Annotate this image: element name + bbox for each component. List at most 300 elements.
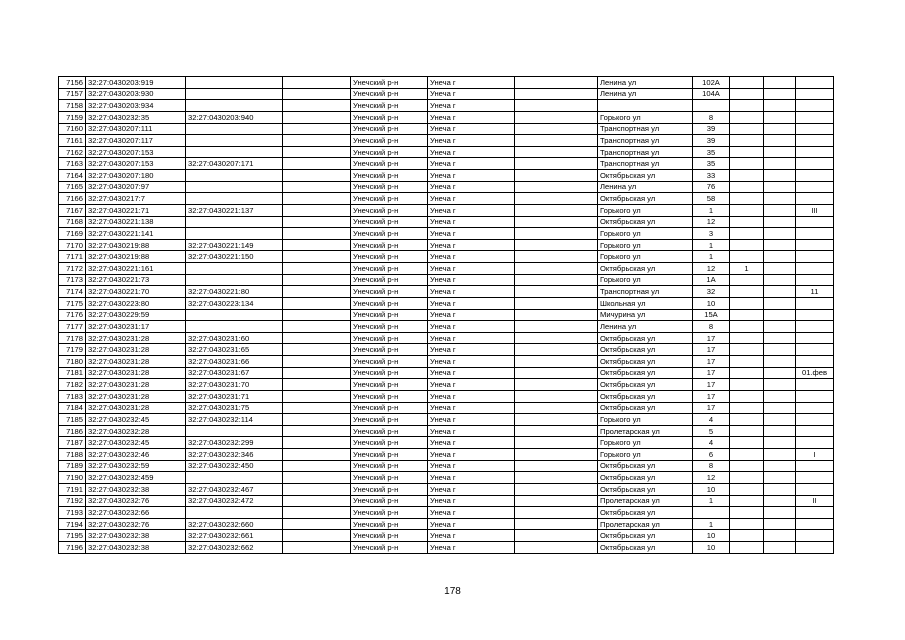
cell-empty-col-2: [515, 530, 598, 542]
cell-apartment: [764, 135, 796, 147]
cell-cadastral-number: 32:27:0430221:161: [86, 263, 186, 275]
cell-linked-cadastral-number: [186, 263, 283, 275]
cell-street: Ленина ул: [598, 181, 693, 193]
cell-linked-cadastral-number: [186, 425, 283, 437]
cell-extra: [796, 297, 834, 309]
cell-apartment: [764, 251, 796, 263]
cell-city: Унеча г: [428, 483, 515, 495]
table-row: [59, 332, 834, 344]
cell-building: [730, 146, 764, 158]
cell-linked-cadastral-number: 32:27:0430231:67: [186, 367, 283, 379]
cell-building: [730, 297, 764, 309]
cell-linked-cadastral-number: [186, 472, 283, 484]
table-row: [59, 274, 834, 286]
cell-apartment: [764, 414, 796, 426]
cell-district: Унечский р-н: [351, 367, 428, 379]
cell-row-number: 7156: [59, 77, 86, 89]
cell-house-number: 17: [693, 332, 730, 344]
cell-cadastral-number: 32:27:0430207:180: [86, 170, 186, 182]
cell-empty-col-2: [515, 483, 598, 495]
cell-apartment: [764, 263, 796, 275]
cell-district: Унечский р-н: [351, 263, 428, 275]
cell-street: Октябрьская ул: [598, 170, 693, 182]
cell-linked-cadastral-number: 32:27:0430221:80: [186, 286, 283, 298]
cell-linked-cadastral-number: [186, 123, 283, 135]
cell-cadastral-number: 32:27:0430221:138: [86, 216, 186, 228]
cell-district: Унечский р-н: [351, 530, 428, 542]
cell-linked-cadastral-number: 32:27:0430231:75: [186, 402, 283, 414]
cell-apartment: [764, 530, 796, 542]
cell-street: Транспортная ул: [598, 146, 693, 158]
cell-street: Горького ул: [598, 274, 693, 286]
cell-empty-col-2: [515, 286, 598, 298]
cell-empty-col-2: [515, 379, 598, 391]
cell-cadastral-number: 32:27:0430231:28: [86, 402, 186, 414]
table-row: [59, 181, 834, 193]
table-row: [59, 297, 834, 309]
table-row: [59, 286, 834, 298]
cell-empty-col: [283, 414, 351, 426]
table-body: [59, 77, 834, 554]
cell-row-number: 7168: [59, 216, 86, 228]
cell-apartment: [764, 483, 796, 495]
cell-empty-col-2: [515, 437, 598, 449]
cell-city: Унеча г: [428, 228, 515, 240]
cell-street: Пролетарская ул: [598, 425, 693, 437]
cell-house-number: 58: [693, 193, 730, 205]
cell-house-number: 12: [693, 472, 730, 484]
table-row: [59, 530, 834, 542]
cell-building: [730, 483, 764, 495]
cell-extra: [796, 414, 834, 426]
cell-street: Школьная ул: [598, 297, 693, 309]
cell-city: Унеча г: [428, 111, 515, 123]
cell-street: Октябрьская ул: [598, 530, 693, 542]
cell-row-number: 7164: [59, 170, 86, 182]
cell-house-number: 102А: [693, 77, 730, 89]
cell-street: Октябрьская ул: [598, 472, 693, 484]
cell-extra: [796, 332, 834, 344]
cell-empty-col: [283, 123, 351, 135]
cell-empty-col-2: [515, 425, 598, 437]
cell-street: Ленина ул: [598, 77, 693, 89]
cell-extra: [796, 77, 834, 89]
cell-house-number: 1: [693, 251, 730, 263]
cell-apartment: [764, 286, 796, 298]
cell-empty-col-2: [515, 135, 598, 147]
cell-cadastral-number: 32:27:0430203:930: [86, 88, 186, 100]
cell-cadastral-number: 32:27:0430219:88: [86, 251, 186, 263]
cell-linked-cadastral-number: 32:27:0430203:940: [186, 111, 283, 123]
cell-building: [730, 507, 764, 519]
cell-empty-col-2: [515, 390, 598, 402]
cell-house-number: 8: [693, 111, 730, 123]
cell-building: [730, 402, 764, 414]
cell-district: Унечский р-н: [351, 297, 428, 309]
cell-building: [730, 472, 764, 484]
cell-city: Унеча г: [428, 170, 515, 182]
cell-empty-col-2: [515, 402, 598, 414]
cell-apartment: [764, 402, 796, 414]
cell-row-number: 7185: [59, 414, 86, 426]
cell-empty-col: [283, 507, 351, 519]
cell-cadastral-number: 32:27:0430221:141: [86, 228, 186, 240]
cell-linked-cadastral-number: 32:27:0430231:65: [186, 344, 283, 356]
table-row: [59, 146, 834, 158]
cell-city: Унеча г: [428, 297, 515, 309]
cell-street: Горького ул: [598, 228, 693, 240]
cell-empty-col-2: [515, 88, 598, 100]
cell-apartment: [764, 274, 796, 286]
cell-house-number: 35: [693, 146, 730, 158]
cell-linked-cadastral-number: [186, 507, 283, 519]
cell-empty-col: [283, 100, 351, 112]
cell-building: [730, 228, 764, 240]
cell-building: [730, 414, 764, 426]
cell-empty-col: [283, 146, 351, 158]
cell-city: Унеча г: [428, 507, 515, 519]
cell-house-number: 32: [693, 286, 730, 298]
registry-sheet: [58, 76, 833, 554]
cell-house-number: 1А: [693, 274, 730, 286]
cell-city: Унеча г: [428, 414, 515, 426]
cell-empty-col-2: [515, 356, 598, 368]
cell-extra: [796, 518, 834, 530]
cell-building: [730, 518, 764, 530]
cell-cadastral-number: 32:27:0430207:117: [86, 135, 186, 147]
cell-street: Транспортная ул: [598, 135, 693, 147]
cell-cadastral-number: 32:27:0430232:76: [86, 495, 186, 507]
cell-empty-col: [283, 518, 351, 530]
cell-row-number: 7162: [59, 146, 86, 158]
cell-building: [730, 309, 764, 321]
cell-cadastral-number: 32:27:0430232:66: [86, 507, 186, 519]
cell-row-number: 7174: [59, 286, 86, 298]
table-row: [59, 228, 834, 240]
cell-city: Унеча г: [428, 204, 515, 216]
cell-empty-col-2: [515, 332, 598, 344]
cell-street: Октябрьская ул: [598, 263, 693, 275]
cell-empty-col: [283, 379, 351, 391]
cell-linked-cadastral-number: 32:27:0430232:472: [186, 495, 283, 507]
cell-extra: [796, 379, 834, 391]
cell-extra: [796, 542, 834, 554]
cell-extra: [796, 321, 834, 333]
cell-building: [730, 100, 764, 112]
cell-empty-col: [283, 263, 351, 275]
cell-row-number: 7181: [59, 367, 86, 379]
cell-cadastral-number: 32:27:0430232:35: [86, 111, 186, 123]
cell-cadastral-number: 32:27:0430232:45: [86, 437, 186, 449]
cell-building: [730, 239, 764, 251]
cell-district: Унечский р-н: [351, 251, 428, 263]
table-row: [59, 367, 834, 379]
cell-house-number: 17: [693, 390, 730, 402]
cell-street: Горького ул: [598, 449, 693, 461]
cell-extra: [796, 239, 834, 251]
cell-extra: [796, 402, 834, 414]
cell-city: Унеча г: [428, 379, 515, 391]
cell-house-number: 15А: [693, 309, 730, 321]
cell-building: [730, 460, 764, 472]
cell-extra: [796, 170, 834, 182]
cell-district: Унечский р-н: [351, 181, 428, 193]
table-row: [59, 88, 834, 100]
cell-cadastral-number: 32:27:0430207:153: [86, 158, 186, 170]
cell-row-number: 7171: [59, 251, 86, 263]
cell-extra: 11: [796, 286, 834, 298]
cell-building: [730, 437, 764, 449]
cell-linked-cadastral-number: 32:27:0430232:662: [186, 542, 283, 554]
cell-row-number: 7160: [59, 123, 86, 135]
cell-house-number: [693, 100, 730, 112]
cell-building: [730, 344, 764, 356]
cell-cadastral-number: 32:27:0430207:111: [86, 123, 186, 135]
cell-empty-col: [283, 495, 351, 507]
cell-street: Октябрьская ул: [598, 193, 693, 205]
cell-street: Октябрьская ул: [598, 483, 693, 495]
cell-house-number: 8: [693, 321, 730, 333]
cell-city: Унеча г: [428, 135, 515, 147]
cell-district: Унечский р-н: [351, 111, 428, 123]
cell-house-number: 3: [693, 228, 730, 240]
cell-street: Октябрьская ул: [598, 460, 693, 472]
cell-house-number: 17: [693, 379, 730, 391]
cell-extra: [796, 158, 834, 170]
cell-apartment: [764, 460, 796, 472]
cell-building: [730, 530, 764, 542]
cell-apartment: [764, 309, 796, 321]
cell-empty-col: [283, 483, 351, 495]
cell-district: Унечский р-н: [351, 425, 428, 437]
cell-cadastral-number: 32:27:0430231:28: [86, 367, 186, 379]
cell-row-number: 7159: [59, 111, 86, 123]
cell-empty-col: [283, 77, 351, 89]
table-row: [59, 460, 834, 472]
cell-street: Горького ул: [598, 111, 693, 123]
cell-building: [730, 135, 764, 147]
cell-empty-col-2: [515, 518, 598, 530]
cell-city: Унеча г: [428, 239, 515, 251]
cell-house-number: 39: [693, 123, 730, 135]
table-row: [59, 193, 834, 205]
cell-apartment: [764, 123, 796, 135]
cell-building: [730, 77, 764, 89]
cell-cadastral-number: 32:27:0430207:97: [86, 181, 186, 193]
cell-district: Унечский р-н: [351, 77, 428, 89]
cell-linked-cadastral-number: [186, 135, 283, 147]
cell-empty-col-2: [515, 460, 598, 472]
cell-city: Унеча г: [428, 530, 515, 542]
cell-row-number: 7191: [59, 483, 86, 495]
cell-building: [730, 449, 764, 461]
cell-empty-col: [283, 216, 351, 228]
cell-house-number: 12: [693, 216, 730, 228]
table-row: [59, 170, 834, 182]
cell-apartment: [764, 321, 796, 333]
cell-empty-col: [283, 390, 351, 402]
cell-empty-col: [283, 542, 351, 554]
cell-row-number: 7196: [59, 542, 86, 554]
table-row: [59, 425, 834, 437]
cell-extra: [796, 309, 834, 321]
cell-street: Октябрьская ул: [598, 344, 693, 356]
table-row: [59, 414, 834, 426]
cell-empty-col-2: [515, 274, 598, 286]
cell-city: Унеча г: [428, 77, 515, 89]
cell-house-number: 1: [693, 518, 730, 530]
cell-district: Унечский р-н: [351, 146, 428, 158]
cell-extra: [796, 193, 834, 205]
cell-empty-col: [283, 170, 351, 182]
cell-row-number: 7175: [59, 297, 86, 309]
cell-extra: II: [796, 495, 834, 507]
cell-apartment: [764, 495, 796, 507]
cell-linked-cadastral-number: [186, 309, 283, 321]
cell-building: [730, 170, 764, 182]
cell-street: Транспортная ул: [598, 286, 693, 298]
cell-empty-col-2: [515, 495, 598, 507]
cell-apartment: [764, 193, 796, 205]
cell-empty-col: [283, 111, 351, 123]
cell-building: [730, 356, 764, 368]
table-row: [59, 77, 834, 89]
cell-city: Унеча г: [428, 425, 515, 437]
cell-linked-cadastral-number: 32:27:0430232:660: [186, 518, 283, 530]
cell-district: Унечский р-н: [351, 542, 428, 554]
cell-district: Унечский р-н: [351, 379, 428, 391]
cell-empty-col: [283, 367, 351, 379]
cell-empty-col: [283, 228, 351, 240]
cell-street: Октябрьская ул: [598, 379, 693, 391]
cell-linked-cadastral-number: [186, 321, 283, 333]
cell-empty-col: [283, 251, 351, 263]
cell-street: Октябрьская ул: [598, 402, 693, 414]
cell-extra: [796, 88, 834, 100]
cell-empty-col-2: [515, 77, 598, 89]
cell-linked-cadastral-number: 32:27:0430231:66: [186, 356, 283, 368]
cell-empty-col: [283, 239, 351, 251]
cell-empty-col: [283, 332, 351, 344]
table-row: [59, 483, 834, 495]
cell-cadastral-number: 32:27:0430232:28: [86, 425, 186, 437]
cell-linked-cadastral-number: [186, 146, 283, 158]
cell-apartment: [764, 518, 796, 530]
cell-street: Горького ул: [598, 437, 693, 449]
cell-row-number: 7192: [59, 495, 86, 507]
cell-cadastral-number: 32:27:0430232:38: [86, 483, 186, 495]
cell-apartment: [764, 507, 796, 519]
cell-linked-cadastral-number: 32:27:0430231:60: [186, 332, 283, 344]
cell-district: Унечский р-н: [351, 390, 428, 402]
cell-street: Ленина ул: [598, 321, 693, 333]
cell-extra: [796, 251, 834, 263]
cell-linked-cadastral-number: [186, 228, 283, 240]
cell-row-number: 7166: [59, 193, 86, 205]
cell-apartment: [764, 88, 796, 100]
cell-extra: 01.фев: [796, 367, 834, 379]
cell-empty-col-2: [515, 309, 598, 321]
cell-empty-col-2: [515, 111, 598, 123]
cell-empty-col-2: [515, 449, 598, 461]
cell-district: Унечский р-н: [351, 414, 428, 426]
cell-cadastral-number: 32:27:0430232:46: [86, 449, 186, 461]
cell-linked-cadastral-number: [186, 216, 283, 228]
cell-district: Унечский р-н: [351, 100, 428, 112]
cell-extra: [796, 123, 834, 135]
cell-apartment: [764, 344, 796, 356]
cell-cadastral-number: 32:27:0430232:76: [86, 518, 186, 530]
cell-building: [730, 425, 764, 437]
table-row: [59, 158, 834, 170]
cell-apartment: [764, 449, 796, 461]
cell-apartment: [764, 216, 796, 228]
cell-empty-col-2: [515, 146, 598, 158]
cell-district: Унечский р-н: [351, 88, 428, 100]
cell-street: Мичурина ул: [598, 309, 693, 321]
cell-row-number: 7170: [59, 239, 86, 251]
cell-building: [730, 321, 764, 333]
cell-linked-cadastral-number: 32:27:0430232:467: [186, 483, 283, 495]
cell-linked-cadastral-number: 32:27:0430207:171: [186, 158, 283, 170]
cell-apartment: [764, 111, 796, 123]
cell-linked-cadastral-number: 32:27:0430232:114: [186, 414, 283, 426]
cell-house-number: 17: [693, 402, 730, 414]
cell-empty-col-2: [515, 123, 598, 135]
cell-row-number: 7161: [59, 135, 86, 147]
table-row: [59, 390, 834, 402]
cell-empty-col-2: [515, 251, 598, 263]
cell-empty-col-2: [515, 158, 598, 170]
cell-empty-col: [283, 158, 351, 170]
table-row: [59, 135, 834, 147]
cell-house-number: 10: [693, 542, 730, 554]
page-number: 178: [444, 586, 461, 597]
cell-empty-col-2: [515, 204, 598, 216]
table-row: [59, 216, 834, 228]
cell-empty-col: [283, 181, 351, 193]
cell-house-number: 1: [693, 204, 730, 216]
cell-empty-col-2: [515, 170, 598, 182]
cell-empty-col-2: [515, 472, 598, 484]
cell-street: Октябрьская ул: [598, 367, 693, 379]
cell-city: Унеча г: [428, 146, 515, 158]
cell-empty-col: [283, 135, 351, 147]
cell-row-number: 7177: [59, 321, 86, 333]
cell-house-number: 39: [693, 135, 730, 147]
table-row: [59, 449, 834, 461]
cell-apartment: [764, 425, 796, 437]
cell-city: Унеча г: [428, 286, 515, 298]
cell-district: Унечский р-н: [351, 158, 428, 170]
cell-city: Унеча г: [428, 251, 515, 263]
table-row: [59, 309, 834, 321]
cell-apartment: [764, 100, 796, 112]
cell-district: Унечский р-н: [351, 170, 428, 182]
cell-city: Унеча г: [428, 100, 515, 112]
table-row: [59, 472, 834, 484]
cell-extra: [796, 263, 834, 275]
cell-extra: [796, 216, 834, 228]
cell-apartment: [764, 472, 796, 484]
cell-district: Унечский р-н: [351, 274, 428, 286]
cell-extra: [796, 100, 834, 112]
cell-cadastral-number: 32:27:0430217:7: [86, 193, 186, 205]
cell-building: [730, 111, 764, 123]
cell-extra: [796, 437, 834, 449]
cell-district: Унечский р-н: [351, 495, 428, 507]
cell-row-number: 7157: [59, 88, 86, 100]
